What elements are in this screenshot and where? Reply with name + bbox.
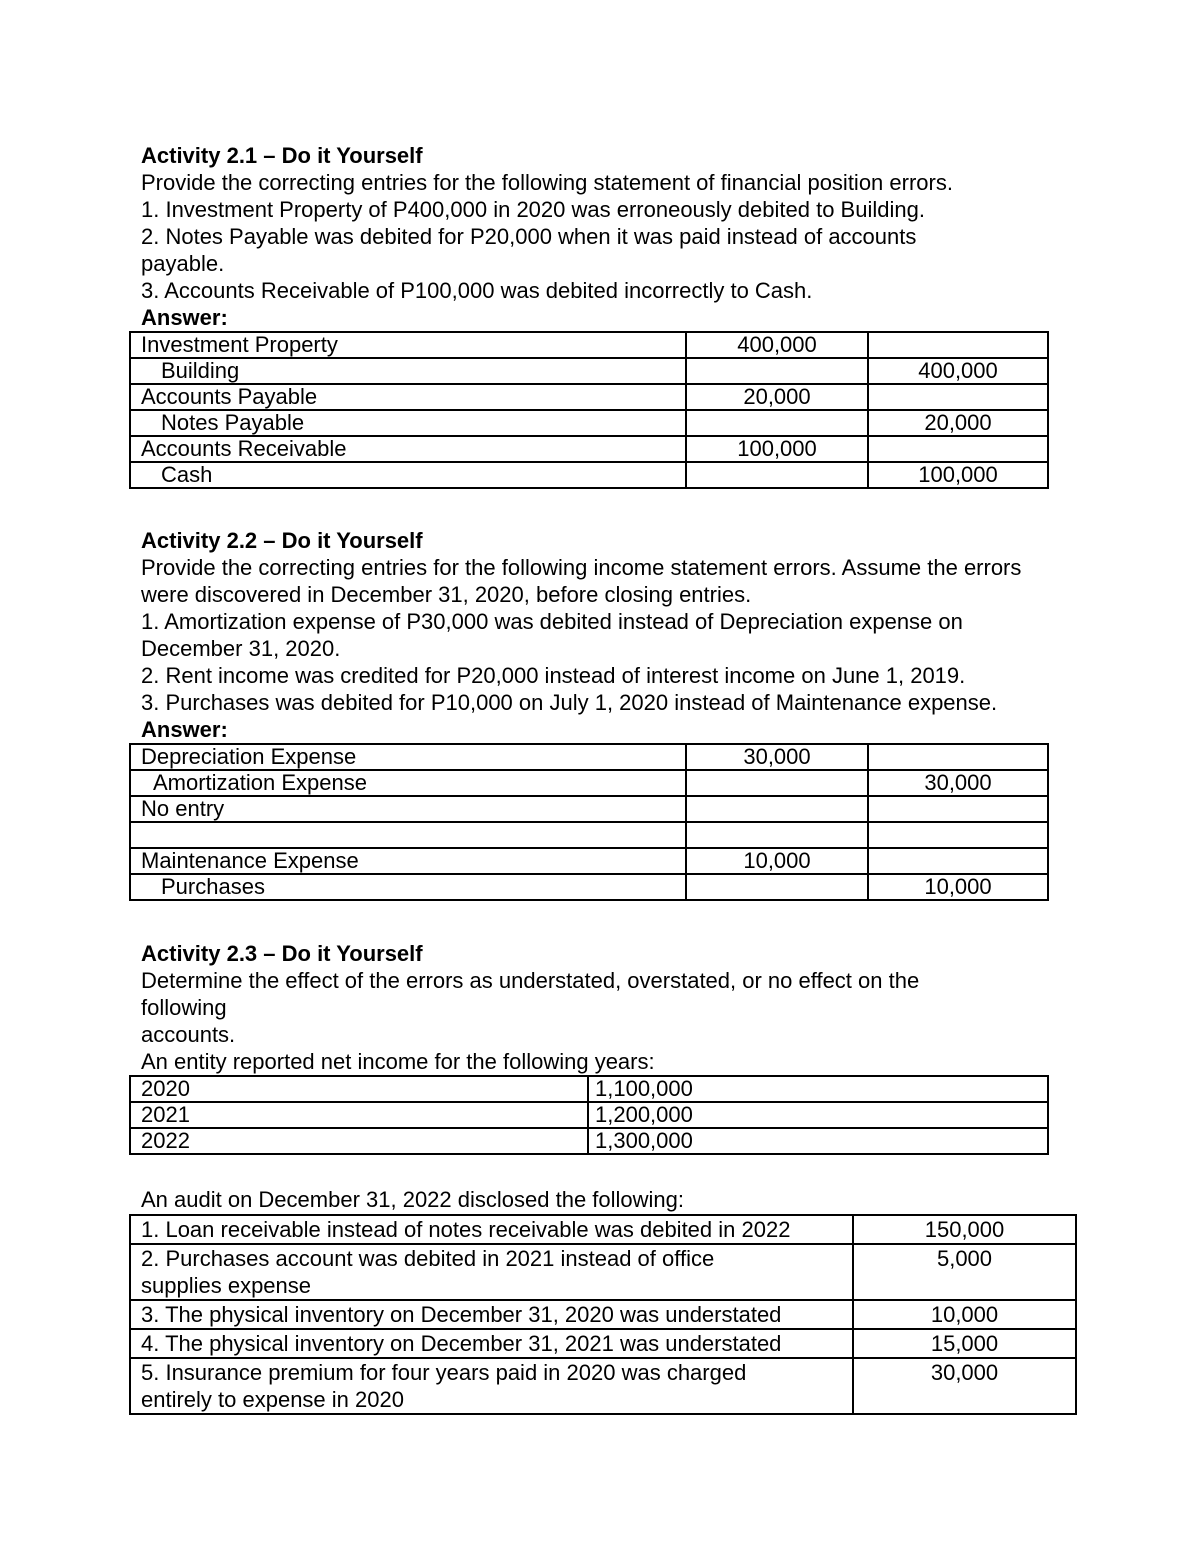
activity-2-1-journal-table	[129, 331, 1049, 489]
debit-cell	[686, 796, 868, 822]
year-cell: 2020	[130, 1076, 588, 1102]
debit-cell	[686, 822, 868, 848]
finding-cell: 1. Loan receivable instead of notes receivable was debited in 2022	[130, 1215, 853, 1244]
table-row	[130, 358, 1048, 384]
credit-cell	[868, 744, 1048, 770]
debit-cell	[686, 462, 868, 488]
table-row	[130, 410, 1048, 436]
debit-cell	[686, 358, 868, 384]
debit-cell	[686, 874, 868, 900]
account-cell: Depreciation Expense	[130, 744, 686, 770]
credit-cell	[868, 848, 1048, 874]
account-cell: Cash	[130, 462, 686, 488]
finding-amount-cell: 10,000	[853, 1300, 1076, 1329]
account-cell: Purchases	[130, 874, 686, 900]
table-row	[130, 1076, 1048, 1102]
activity-2-3-instruction-line-1: Determine the effect of the errors as understated, overstated, or no effect on the	[141, 968, 920, 993]
finding-amount-cell: 5,000	[853, 1244, 1076, 1300]
net-income-cell: 1,100,000	[588, 1076, 1048, 1102]
activity-2-2-answer-label: Answer:	[141, 717, 228, 742]
account-cell: No entry	[130, 796, 686, 822]
account-cell: Amortization Expense	[130, 770, 686, 796]
table-row	[130, 1329, 1076, 1358]
credit-cell: 10,000	[868, 874, 1048, 900]
account-cell: Investment Property	[130, 332, 686, 358]
audit-findings-table	[129, 1214, 1077, 1415]
credit-cell: 400,000	[868, 358, 1048, 384]
activity-2-3-instruction-line-2: following	[141, 995, 227, 1020]
table-row	[130, 436, 1048, 462]
finding-cell: 5. Insurance premium for four years paid in 2020 was charged entirely to expense in 2020	[130, 1358, 853, 1414]
net-income-intro: An entity reported net income for the following years:	[141, 1049, 655, 1074]
credit-cell: 30,000	[868, 770, 1048, 796]
table-row	[130, 1300, 1076, 1329]
debit-cell: 400,000	[686, 332, 868, 358]
year-cell: 2021	[130, 1102, 588, 1128]
credit-cell	[868, 332, 1048, 358]
debit-cell: 100,000	[686, 436, 868, 462]
activity-2-3-section	[141, 940, 1061, 1075]
table-row	[130, 874, 1048, 900]
finding-cell: 3. The physical inventory on December 31, 2020 was understated	[130, 1300, 853, 1329]
net-income-table	[129, 1075, 1049, 1155]
credit-cell: 20,000	[868, 410, 1048, 436]
finding-cell: 2. Purchases account was debited in 2021 instead of office supplies expense	[130, 1244, 853, 1300]
net-income-cell: 1,200,000	[588, 1102, 1048, 1128]
account-cell: Accounts Payable	[130, 384, 686, 410]
table-row	[130, 770, 1048, 796]
debit-cell	[686, 410, 868, 436]
credit-cell	[868, 822, 1048, 848]
credit-cell: 100,000	[868, 462, 1048, 488]
table-row	[130, 796, 1048, 822]
table-row	[130, 384, 1048, 410]
table-row	[130, 1102, 1048, 1128]
table-row	[130, 1128, 1048, 1154]
table-row	[130, 1358, 1076, 1414]
account-cell: Accounts Receivable	[130, 436, 686, 462]
account-cell: Notes Payable	[130, 410, 686, 436]
table-row	[130, 462, 1048, 488]
activity-2-2-item-3: 3. Purchases was debited for P10,000 on July 1, 2020 instead of Maintenance expense.	[141, 690, 998, 715]
audit-intro: An audit on December 31, 2022 disclosed the following:	[141, 1187, 685, 1212]
activity-2-3-title: Activity 2.3 – Do it Yourself	[141, 941, 423, 966]
activity-2-1-title: Activity 2.1 – Do it Yourself	[141, 143, 423, 168]
activity-2-3-instruction-line-3: accounts.	[141, 1022, 236, 1047]
activity-2-1-item-3: 3. Accounts Receivable of P100,000 was debited incorrectly to Cash.	[141, 278, 813, 303]
credit-cell	[868, 436, 1048, 462]
credit-cell	[868, 384, 1048, 410]
activity-2-1-item-1: 1. Investment Property of P400,000 in 2020 was erroneously debited to Building.	[141, 197, 925, 222]
activity-2-1-section	[141, 142, 1061, 331]
activity-2-2-section	[141, 527, 1061, 743]
activity-2-2-item-1: 1. Amortization expense of P30,000 was debited instead of Depreciation expense on December 31, 2020.	[141, 609, 969, 661]
debit-cell: 10,000	[686, 848, 868, 874]
account-cell: Building	[130, 358, 686, 384]
activity-2-2-journal-table	[129, 743, 1049, 901]
table-row	[130, 1215, 1076, 1244]
table-row	[130, 332, 1048, 358]
activity-2-2-item-2: 2. Rent income was credited for P20,000 instead of interest income on June 1, 2019.	[141, 663, 966, 688]
audit-intro-block	[141, 1186, 1061, 1213]
account-cell	[130, 822, 686, 848]
table-row	[130, 1244, 1076, 1300]
debit-cell: 30,000	[686, 744, 868, 770]
year-cell: 2022	[130, 1128, 588, 1154]
debit-cell	[686, 770, 868, 796]
debit-cell: 20,000	[686, 384, 868, 410]
table-row	[130, 822, 1048, 848]
table-row	[130, 848, 1048, 874]
table-row	[130, 744, 1048, 770]
finding-amount-cell: 150,000	[853, 1215, 1076, 1244]
activity-2-1-instruction: Provide the correcting entries for the following statement of financial position errors.	[141, 170, 953, 195]
finding-amount-cell: 30,000	[853, 1358, 1076, 1414]
account-cell: Maintenance Expense	[130, 848, 686, 874]
finding-amount-cell: 15,000	[853, 1329, 1076, 1358]
activity-2-2-title: Activity 2.2 – Do it Yourself	[141, 528, 423, 553]
finding-cell: 4. The physical inventory on December 31, 2021 was understated	[130, 1329, 853, 1358]
credit-cell	[868, 796, 1048, 822]
activity-2-1-item-2: 2. Notes Payable was debited for P20,000 when it was paid instead of accounts payable.	[141, 224, 923, 276]
net-income-cell: 1,300,000	[588, 1128, 1048, 1154]
activity-2-1-answer-label: Answer:	[141, 305, 228, 330]
activity-2-2-instruction: Provide the correcting entries for the following income statement errors. Assume the errors were discovered in December 31, 2020, before closing entries.	[141, 555, 1028, 607]
